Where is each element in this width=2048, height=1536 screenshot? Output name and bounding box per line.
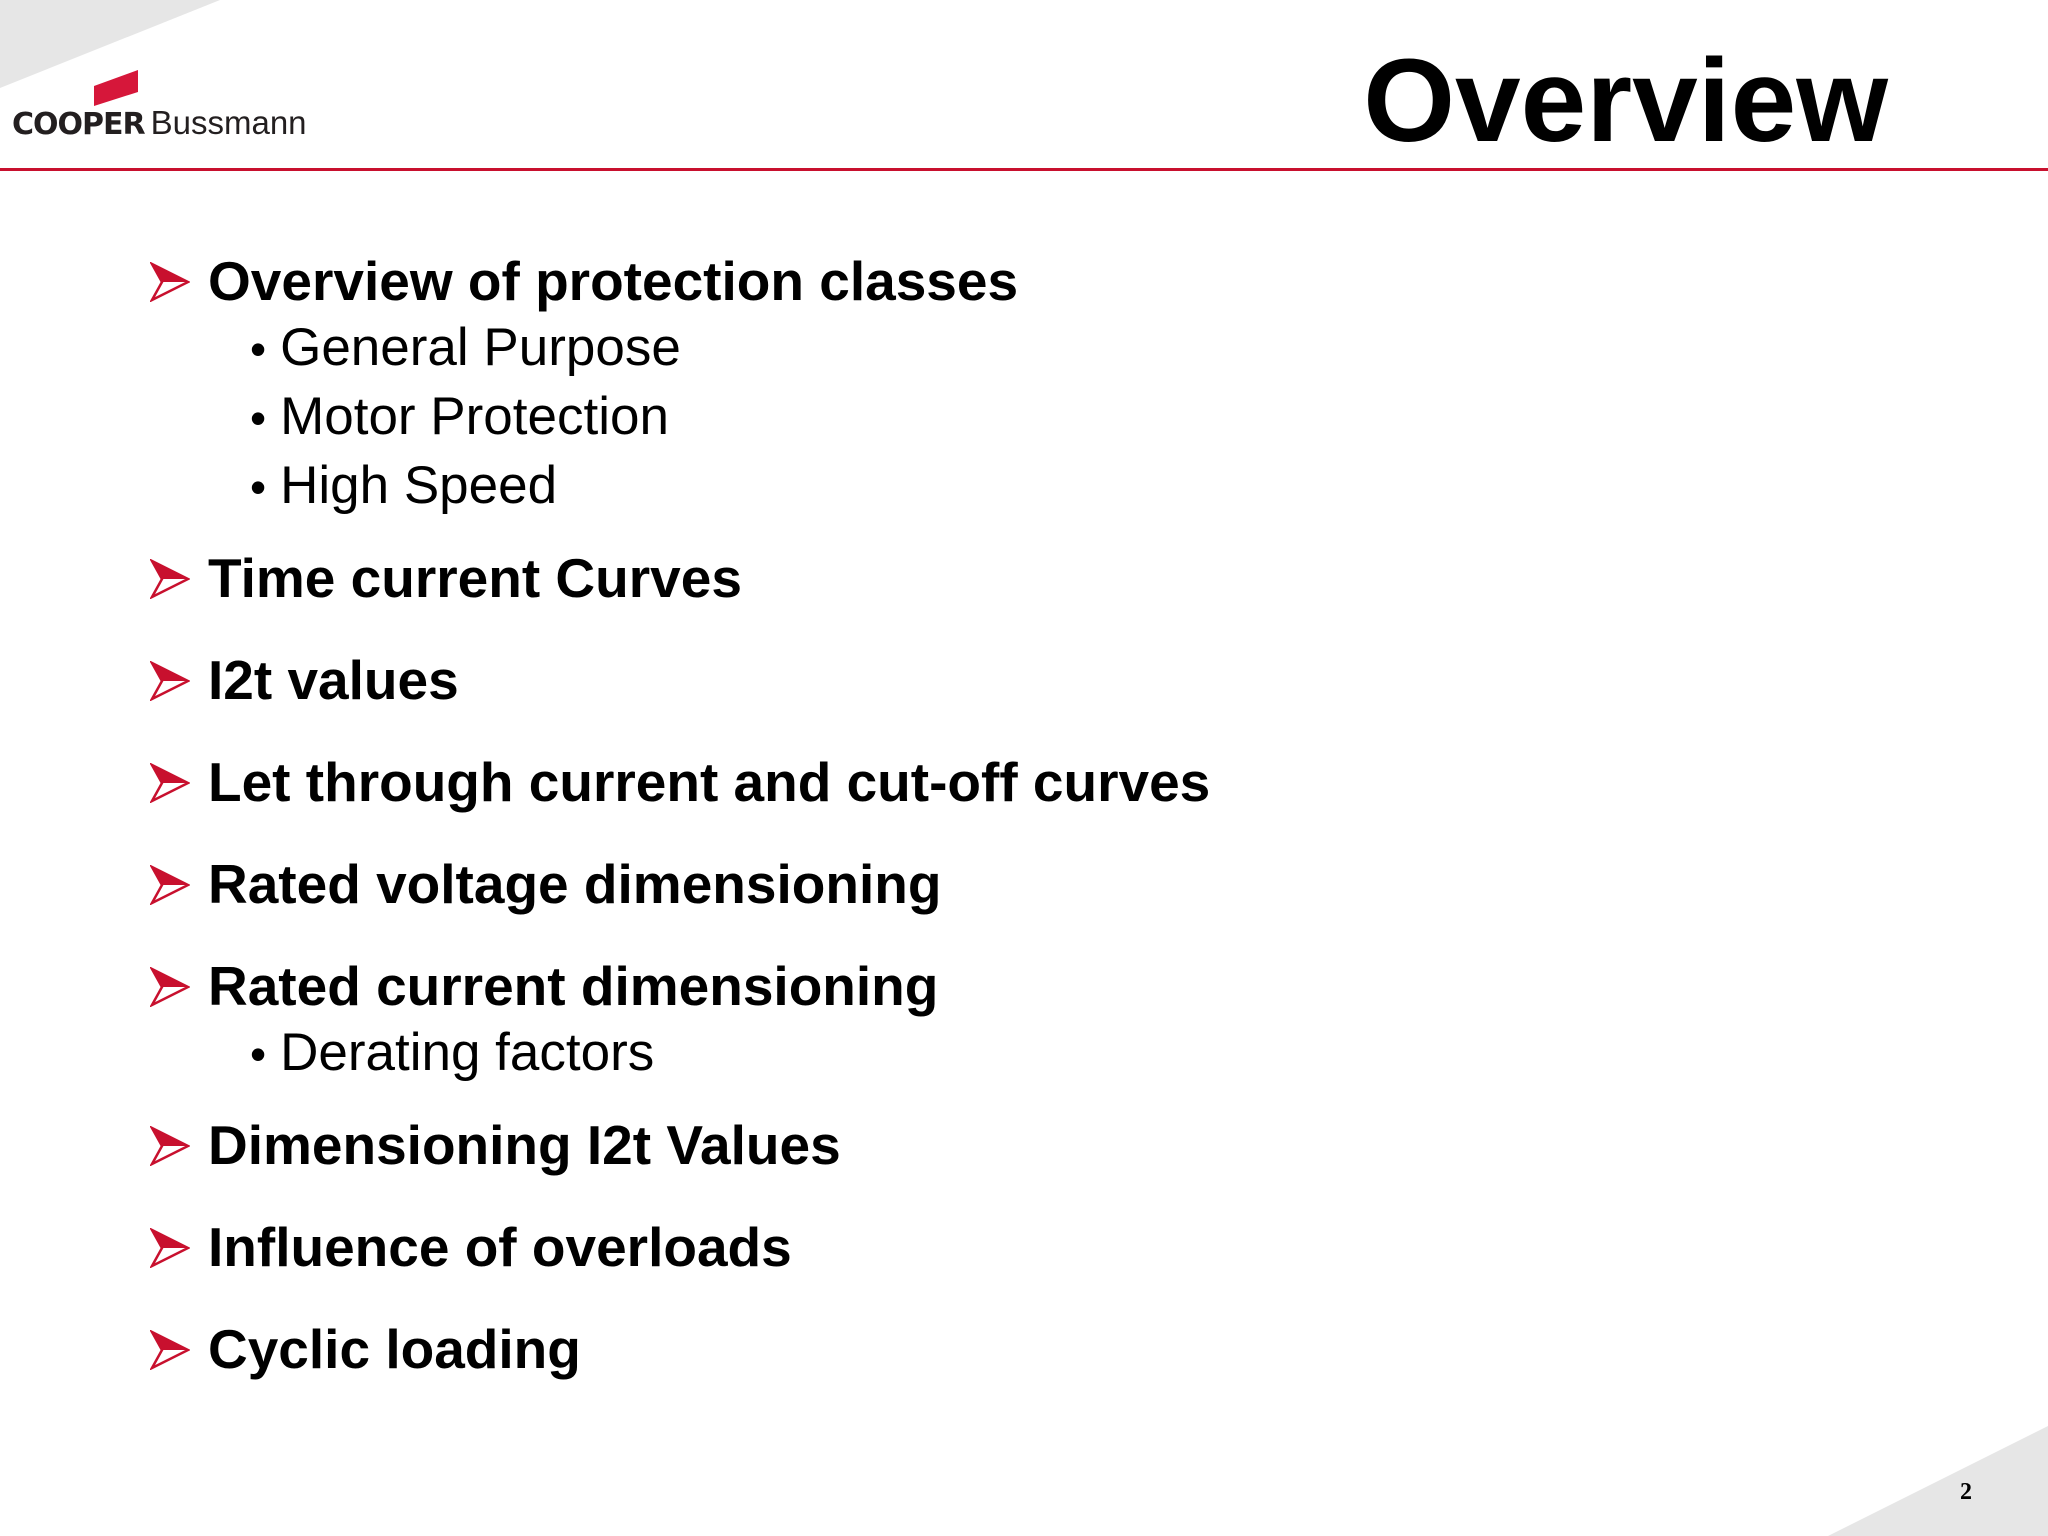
arrow-bullet-icon bbox=[150, 1126, 190, 1166]
bullet-label: I2t values bbox=[208, 649, 459, 711]
bullet-item bbox=[150, 749, 1850, 815]
sub-bullet-item: • High Speed bbox=[250, 452, 1850, 521]
logo-mark-icon bbox=[92, 70, 144, 106]
footer-wedge bbox=[1768, 1426, 2048, 1536]
arrow-bullet-icon bbox=[150, 967, 190, 1007]
bullet-item bbox=[150, 1214, 1850, 1280]
bullet-item bbox=[150, 647, 1850, 713]
bullet-item bbox=[150, 545, 1850, 611]
sub-bullet-item: • General Purpose bbox=[250, 314, 1850, 383]
bullet-item bbox=[150, 1112, 1850, 1178]
sub-bullet-list bbox=[150, 1019, 1850, 1088]
arrow-bullet-icon bbox=[150, 865, 190, 905]
sub-bullet-list bbox=[150, 314, 1850, 521]
arrow-bullet-icon bbox=[150, 1330, 190, 1370]
bullet-label: Rated current dimensioning bbox=[208, 955, 939, 1017]
arrow-bullet-icon bbox=[150, 262, 190, 302]
bullet-label: Rated voltage dimensioning bbox=[208, 853, 942, 915]
slide-title: Overview bbox=[1363, 35, 1888, 167]
bullet-item bbox=[150, 953, 1850, 1019]
header-divider bbox=[0, 168, 2048, 171]
arrow-bullet-icon bbox=[150, 661, 190, 701]
arrow-bullet-icon bbox=[150, 1228, 190, 1268]
bullet-label: Cyclic loading bbox=[208, 1318, 581, 1380]
bullet-item bbox=[150, 851, 1850, 917]
bullet-item bbox=[150, 248, 1850, 314]
bullet-label: Influence of overloads bbox=[208, 1216, 792, 1278]
sub-bullet-item: • Motor Protection bbox=[250, 383, 1850, 452]
cooper-bussmann-logo bbox=[12, 70, 342, 145]
bullet-label: Dimensioning I2t Values bbox=[208, 1114, 841, 1176]
arrow-bullet-icon bbox=[150, 559, 190, 599]
bullet-list bbox=[150, 248, 1850, 1382]
arrow-bullet-icon bbox=[150, 763, 190, 803]
logo-bussmann-text: Bussmann bbox=[150, 104, 307, 141]
bullet-label: Let through current and cut-off curves bbox=[208, 751, 1211, 813]
logo-wordmark bbox=[12, 104, 307, 142]
logo-cooper-text: COOPER bbox=[12, 107, 145, 142]
page-number: 2 bbox=[1960, 1479, 1972, 1505]
bullet-label: Overview of protection classes bbox=[208, 250, 1019, 312]
sub-bullet-item: • Derating factors bbox=[250, 1019, 1850, 1088]
bullet-label: Time current Curves bbox=[208, 547, 742, 609]
bullet-item bbox=[150, 1316, 1850, 1382]
